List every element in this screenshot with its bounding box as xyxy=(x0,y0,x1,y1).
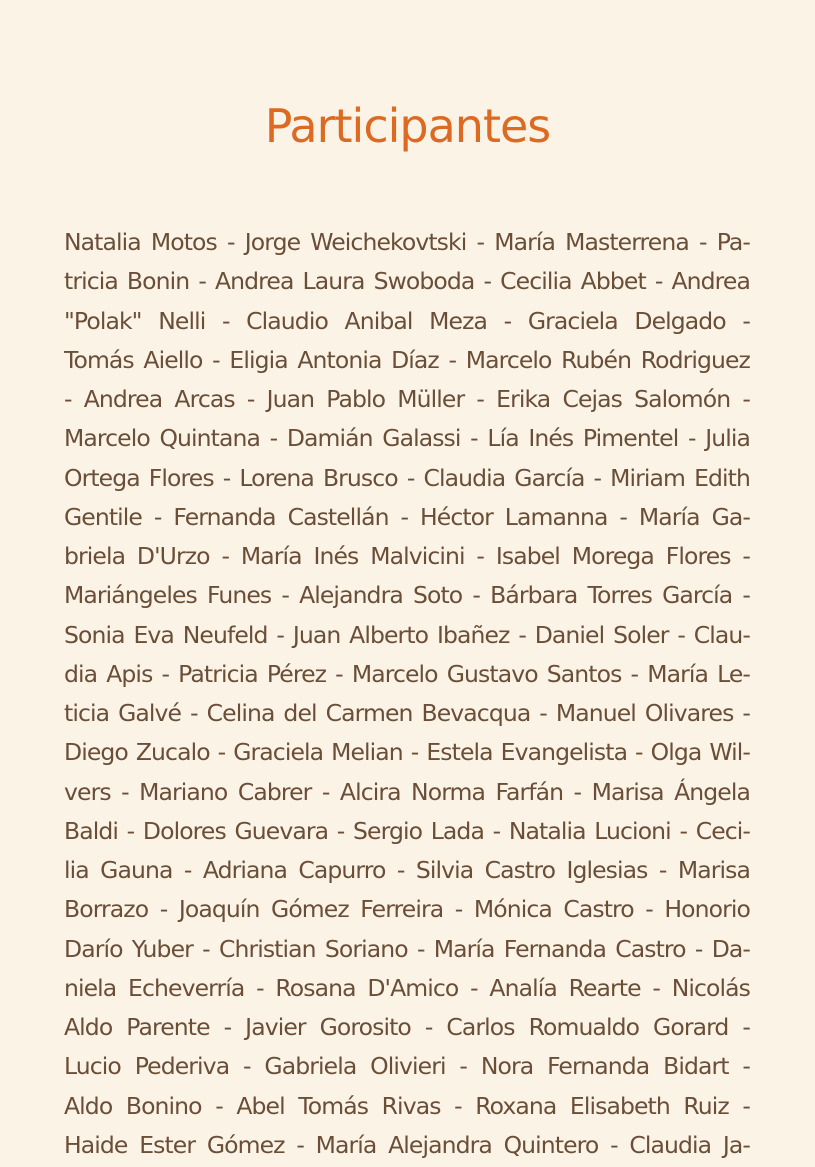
participants-line: ticia Galvé - Celina del Carmen Bevacqua - Manuel Olivares - xyxy=(64,699,750,727)
participants-line: Baldi - Dolores Guevara - Sergio Lada - Natalia Lucioni - Ceci- xyxy=(64,816,750,845)
page-title: Participantes xyxy=(264,99,551,153)
participants-line: Natalia Motos - Jorge Weichekovtski - María Masterrena - Pa- xyxy=(64,228,750,256)
participants-line: Haide Ester Gómez - María Alejandra Quintero - Claudia Ja- xyxy=(64,1130,750,1159)
participants-line: Aldo Bonino - Abel Tomás Rivas - Roxana Elisabeth Ruiz - xyxy=(64,1091,750,1120)
participants-line: Ortega Flores - Lorena Brusco - Claudia García - Miriam Edith xyxy=(64,463,750,492)
participants-line: niela Echeverría - Rosana D'Amico - Analía Rearte - Nicolás xyxy=(64,973,750,1002)
participants-line: Gentile - Fernanda Castellán - Héctor Lamanna - María Ga- xyxy=(64,502,750,531)
participants-line: Mariángeles Funes - Alejandra Soto - Bárbara Torres García - xyxy=(64,581,750,610)
participants-line: Sonia Eva Neufeld - Juan Alberto Ibañez - Daniel Soler - Clau- xyxy=(64,620,750,649)
participants-line: Darío Yuber - Christian Soriano - María Fernanda Castro - Da- xyxy=(64,934,750,963)
participants-line: lia Gauna - Adriana Capurro - Silvia Castro Iglesias - Marisa xyxy=(64,856,750,884)
participants-line: Lucio Pederiva - Gabriela Olivieri - Nora Fernanda Bidart - xyxy=(64,1052,750,1081)
participants-line: Marcelo Quintana - Damián Galassi - Lía Inés Pimentel - Julia xyxy=(64,424,750,453)
participants-line: tricia Bonin - Andrea Laura Swoboda - Cecilia Abbet - Andrea xyxy=(64,267,750,296)
participants-line: Diego Zucalo - Graciela Melian - Estela Evangelista - Olga Wil- xyxy=(64,738,750,767)
participants-list xyxy=(64,223,750,1165)
participants-line: dia Apis - Patricia Pérez - Marcelo Gustavo Santos - María Le- xyxy=(64,659,750,688)
participants-line: Tomás Aiello - Eligia Antonia Díaz - Marcelo Rubén Rodriguez xyxy=(64,345,750,374)
participants-line: - Andrea Arcas - Juan Pablo Müller - Erika Cejas Salomón - xyxy=(64,385,750,413)
participants-line: Borrazo - Joaquín Gómez Ferreira - Mónica Castro - Honorio xyxy=(64,895,750,924)
participants-line: briela D'Urzo - María Inés Malvicini - Isabel Morega Flores - xyxy=(64,542,750,570)
participants-line: vers - Mariano Cabrer - Alcira Norma Farfán - Marisa Ángela xyxy=(64,777,750,806)
participants-line: Aldo Parente - Javier Gorosito - Carlos Romualdo Gorard - xyxy=(64,1013,750,1041)
participants-line: "Polak" Nelli - Claudio Anibal Meza - Graciela Delgado - xyxy=(64,306,750,335)
